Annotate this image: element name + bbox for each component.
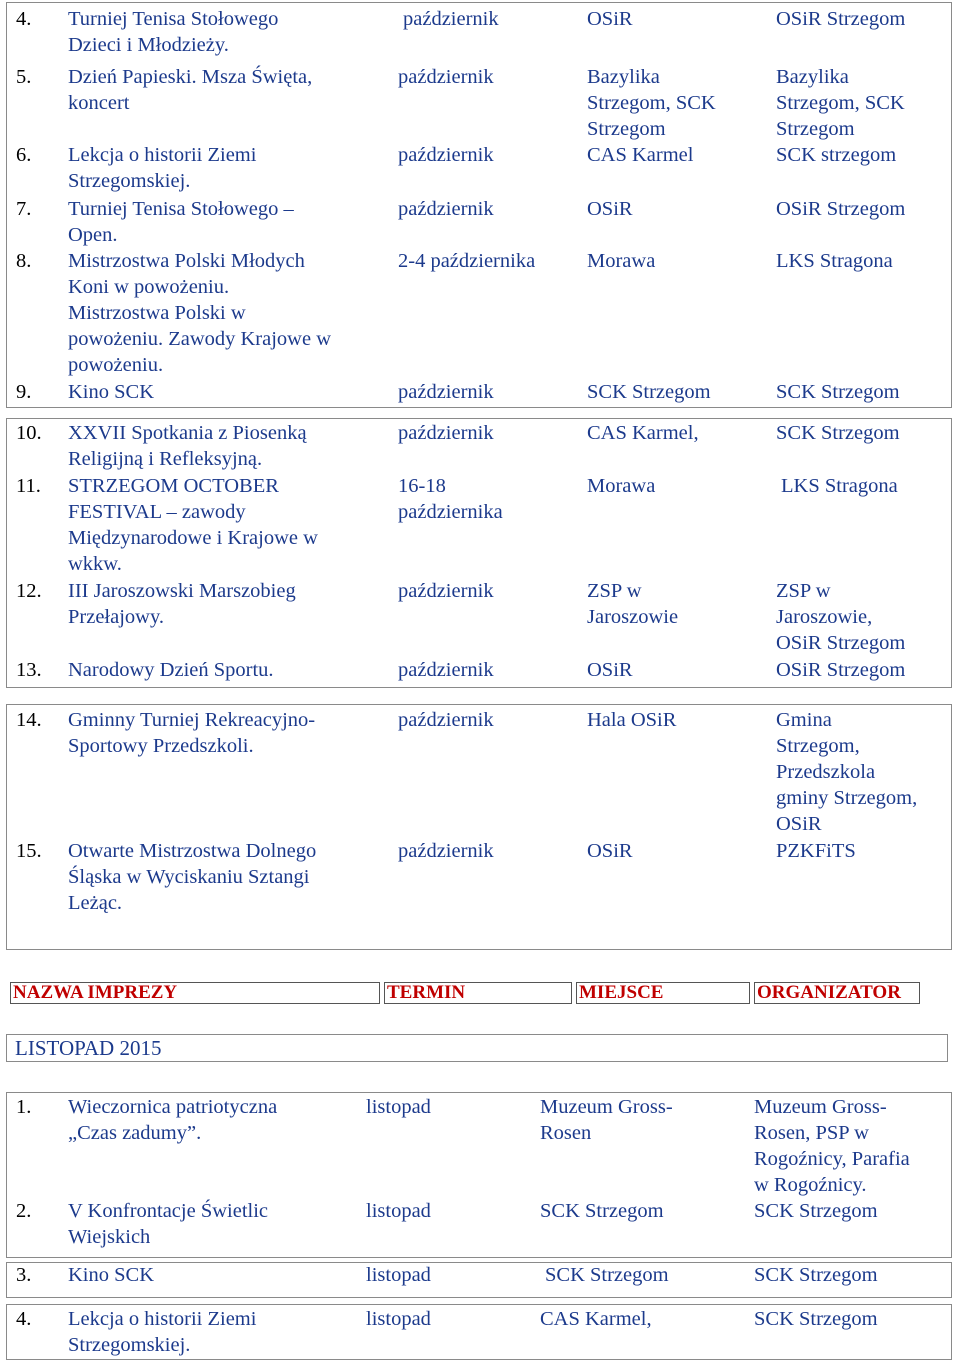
row-number: 10. [16, 422, 42, 444]
event-termin: 2-4 października [398, 250, 536, 272]
event-termin: listopad [366, 1200, 431, 1222]
row-number: 3. [16, 1264, 32, 1286]
event-name: Międzynarodowe i Krajowe w [68, 527, 318, 549]
event-name: Wieczornica patriotyczna [68, 1096, 278, 1118]
event-termin: listopad [366, 1264, 431, 1286]
row-number: 6. [16, 144, 32, 166]
header-miejsce: MIEJSCE [576, 982, 750, 1004]
event-termin: listopad [366, 1096, 431, 1118]
event-organizer: OSiR Strzegom [776, 8, 906, 30]
event-organizer: SCK strzegom [776, 144, 897, 166]
event-miejsce: Morawa [587, 475, 656, 497]
event-termin: październik [398, 422, 494, 444]
event-termin: listopad [366, 1308, 431, 1330]
event-organizer: Jaroszowie, [776, 606, 873, 628]
row-number: 13. [16, 659, 42, 681]
row-number: 2. [16, 1200, 32, 1222]
event-termin: października [398, 501, 503, 523]
event-organizer: Muzeum Gross- [754, 1096, 887, 1118]
event-name: Śląska w Wyciskaniu Sztangi [68, 866, 310, 888]
event-organizer: Strzegom [776, 118, 855, 140]
event-organizer: LKS Stragona [776, 250, 893, 272]
event-organizer: SCK Strzegom [754, 1200, 878, 1222]
event-name: Lekcja o historii Ziemi [68, 1308, 257, 1330]
event-name: Dzień Papieski. Msza Święta, [68, 66, 313, 88]
row-number: 14. [16, 709, 42, 731]
row-number: 9. [16, 381, 32, 403]
event-name: „Czas zadumy”. [68, 1122, 202, 1144]
event-termin: październik [398, 66, 494, 88]
event-miejsce: CAS Karmel, [587, 422, 699, 444]
event-termin: październik [398, 709, 494, 731]
row-number: 4. [16, 8, 32, 30]
row-number: 4. [16, 1308, 32, 1330]
event-name: Religijną i Refleksyjną. [68, 448, 263, 470]
event-name: powożeniu. [68, 354, 164, 376]
event-miejsce: SCK Strzegom [540, 1200, 664, 1222]
event-name: FESTIVAL – zawody [68, 501, 246, 523]
event-name: Wiejskich [68, 1226, 151, 1248]
row-number: 7. [16, 198, 32, 220]
event-organizer: OSiR Strzegom [776, 659, 906, 681]
event-name: powożeniu. Zawody Krajowe w [68, 328, 332, 350]
event-organizer: Rosen, PSP w [754, 1122, 869, 1144]
event-termin: październik [398, 144, 494, 166]
event-miejsce: OSiR [587, 659, 633, 681]
event-name: wkkw. [68, 553, 122, 575]
event-miejsce: OSiR [587, 840, 633, 862]
event-termin: 16-18 [398, 475, 446, 497]
row-number: 5. [16, 66, 32, 88]
event-name: Open. [68, 224, 118, 246]
event-miejsce: SCK Strzegom [587, 381, 711, 403]
event-miejsce: SCK Strzegom [545, 1264, 669, 1286]
event-organizer: w Rogoźnicy. [754, 1174, 867, 1196]
event-organizer: OSiR Strzegom [776, 198, 906, 220]
event-organizer: SCK Strzegom [776, 422, 900, 444]
event-name: Sportowy Przedszkoli. [68, 735, 254, 757]
event-miejsce: ZSP w [587, 580, 642, 602]
event-organizer: Przedszkola [776, 761, 876, 783]
event-name: Gminny Turniej Rekreacyjno- [68, 709, 316, 731]
event-miejsce: Muzeum Gross- [540, 1096, 673, 1118]
event-miejsce: CAS Karmel [587, 144, 694, 166]
event-miejsce: Morawa [587, 250, 656, 272]
event-name: Lekcja o historii Ziemi [68, 144, 257, 166]
event-organizer: SCK Strzegom [754, 1264, 878, 1286]
header-organizator: ORGANIZATOR [754, 982, 920, 1004]
event-miejsce: CAS Karmel, [540, 1308, 652, 1330]
row-number: 8. [16, 250, 32, 272]
event-miejsce: Jaroszowie [587, 606, 679, 628]
event-name: Kino SCK [68, 381, 155, 403]
event-organizer: Rogoźnicy, Parafia [754, 1148, 910, 1170]
event-organizer: Gmina [776, 709, 832, 731]
event-organizer: Bazylika [776, 66, 849, 88]
row-number: 12. [16, 580, 42, 602]
month-title: LISTOPAD 2015 [6, 1034, 948, 1062]
event-organizer: ZSP w [776, 580, 831, 602]
event-termin: październik [398, 198, 494, 220]
event-organizer: SCK Strzegom [754, 1308, 878, 1330]
event-termin: październik [398, 659, 494, 681]
event-miejsce: Bazylika [587, 66, 660, 88]
event-name: Strzegomskiej. [68, 170, 191, 192]
header-nazwa: NAZWA IMPREZY [10, 982, 380, 1004]
event-name: V Konfrontacje Świetlic [68, 1200, 269, 1222]
row-number: 15. [16, 840, 42, 862]
header-termin: TERMIN [384, 982, 572, 1004]
event-name: Strzegomskiej. [68, 1334, 191, 1356]
event-miejsce: Strzegom, SCK [587, 92, 716, 114]
event-organizer: OSiR [776, 813, 822, 835]
event-termin: październik [398, 840, 494, 862]
event-organizer: LKS Stragona [781, 475, 898, 497]
event-miejsce: OSiR [587, 198, 633, 220]
event-name: Narodowy Dzień Sportu. [68, 659, 274, 681]
event-name: Turniej Tenisa Stołowego [68, 8, 279, 30]
event-name: Kino SCK [68, 1264, 155, 1286]
event-name: Mistrzostwa Polski w [68, 302, 246, 324]
event-miejsce: Rosen [540, 1122, 592, 1144]
event-name: Przełajowy. [68, 606, 165, 628]
event-name: Koni w powożeniu. [68, 276, 230, 298]
event-termin: październik [403, 8, 499, 30]
event-organizer: gminy Strzegom, [776, 787, 918, 809]
event-name: koncert [68, 92, 130, 114]
event-organizer: Strzegom, [776, 735, 860, 757]
event-miejsce: Strzegom [587, 118, 666, 140]
row-number: 1. [16, 1096, 32, 1118]
event-organizer: OSiR Strzegom [776, 632, 906, 654]
event-name: Mistrzostwa Polski Młodych [68, 250, 305, 272]
event-organizer: PZKFiTS [776, 840, 856, 862]
event-name: Otwarte Mistrzostwa Dolnego [68, 840, 317, 862]
event-miejsce: Hala OSiR [587, 709, 677, 731]
event-name: Dzieci i Młodzieży. [68, 34, 229, 56]
event-name: III Jaroszowski Marszobieg [68, 580, 296, 602]
event-name: Turniej Tenisa Stołowego – [68, 198, 294, 220]
event-termin: październik [398, 381, 494, 403]
event-name: STRZEGOM OCTOBER [68, 475, 279, 497]
event-name: Leżąc. [68, 892, 123, 914]
event-organizer: Strzegom, SCK [776, 92, 905, 114]
event-organizer: SCK Strzegom [776, 381, 900, 403]
event-name: XXVII Spotkania z Piosenką [68, 422, 307, 444]
event-termin: październik [398, 580, 494, 602]
event-miejsce: OSiR [587, 8, 633, 30]
row-number: 11. [16, 475, 41, 497]
